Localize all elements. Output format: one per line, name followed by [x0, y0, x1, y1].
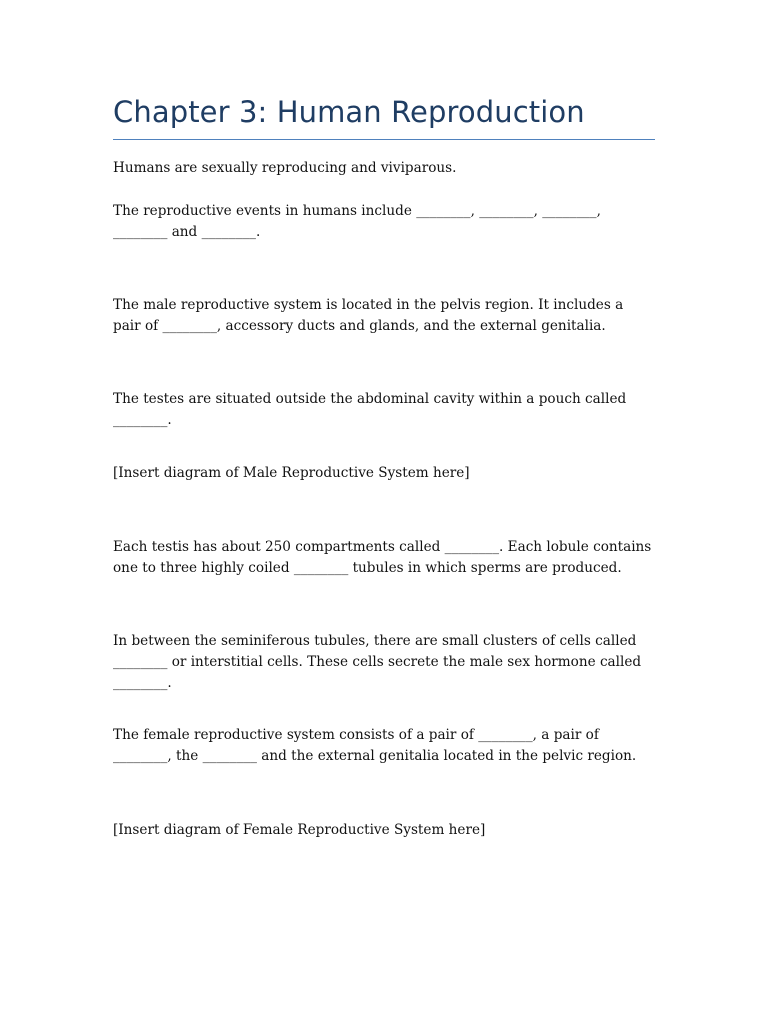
paragraph-male-system: The male reproductive system is located in the pelvis region. It includes a pair of ________, accessory ducts and glands, and the external genitalia. [113, 297, 624, 334]
paragraph-testis-compartments: Each testis has about 250 compartments called ________. Each lobule contains one to three highly coiled ________ tubules in which sperms are produced. [113, 539, 652, 576]
diagram-placeholder-male: [Insert diagram of Male Reproductive System here] [113, 465, 470, 481]
paragraph-reproductive-events: The reproductive events in humans include ________, ________, ________, ________ and ________. [113, 203, 601, 240]
page-title: Chapter 3: Human Reproduction [113, 95, 585, 129]
title-underline [113, 139, 655, 140]
paragraph-intro: Humans are sexually reproducing and viviparous. [113, 160, 457, 176]
paragraph-testes: The testes are situated outside the abdominal cavity within a pouch called ________. [113, 391, 627, 428]
diagram-placeholder-female: [Insert diagram of Female Reproductive System here] [113, 822, 486, 838]
paragraph-female-system: The female reproductive system consists of a pair of ________, a pair of ________, the ________ and the external genitalia located in the pelvic region. [113, 727, 637, 764]
paragraph-interstitial-cells: In between the seminiferous tubules, there are small clusters of cells called ________ or interstitial cells. These cells secrete the male sex hormone called ________. [113, 633, 642, 691]
